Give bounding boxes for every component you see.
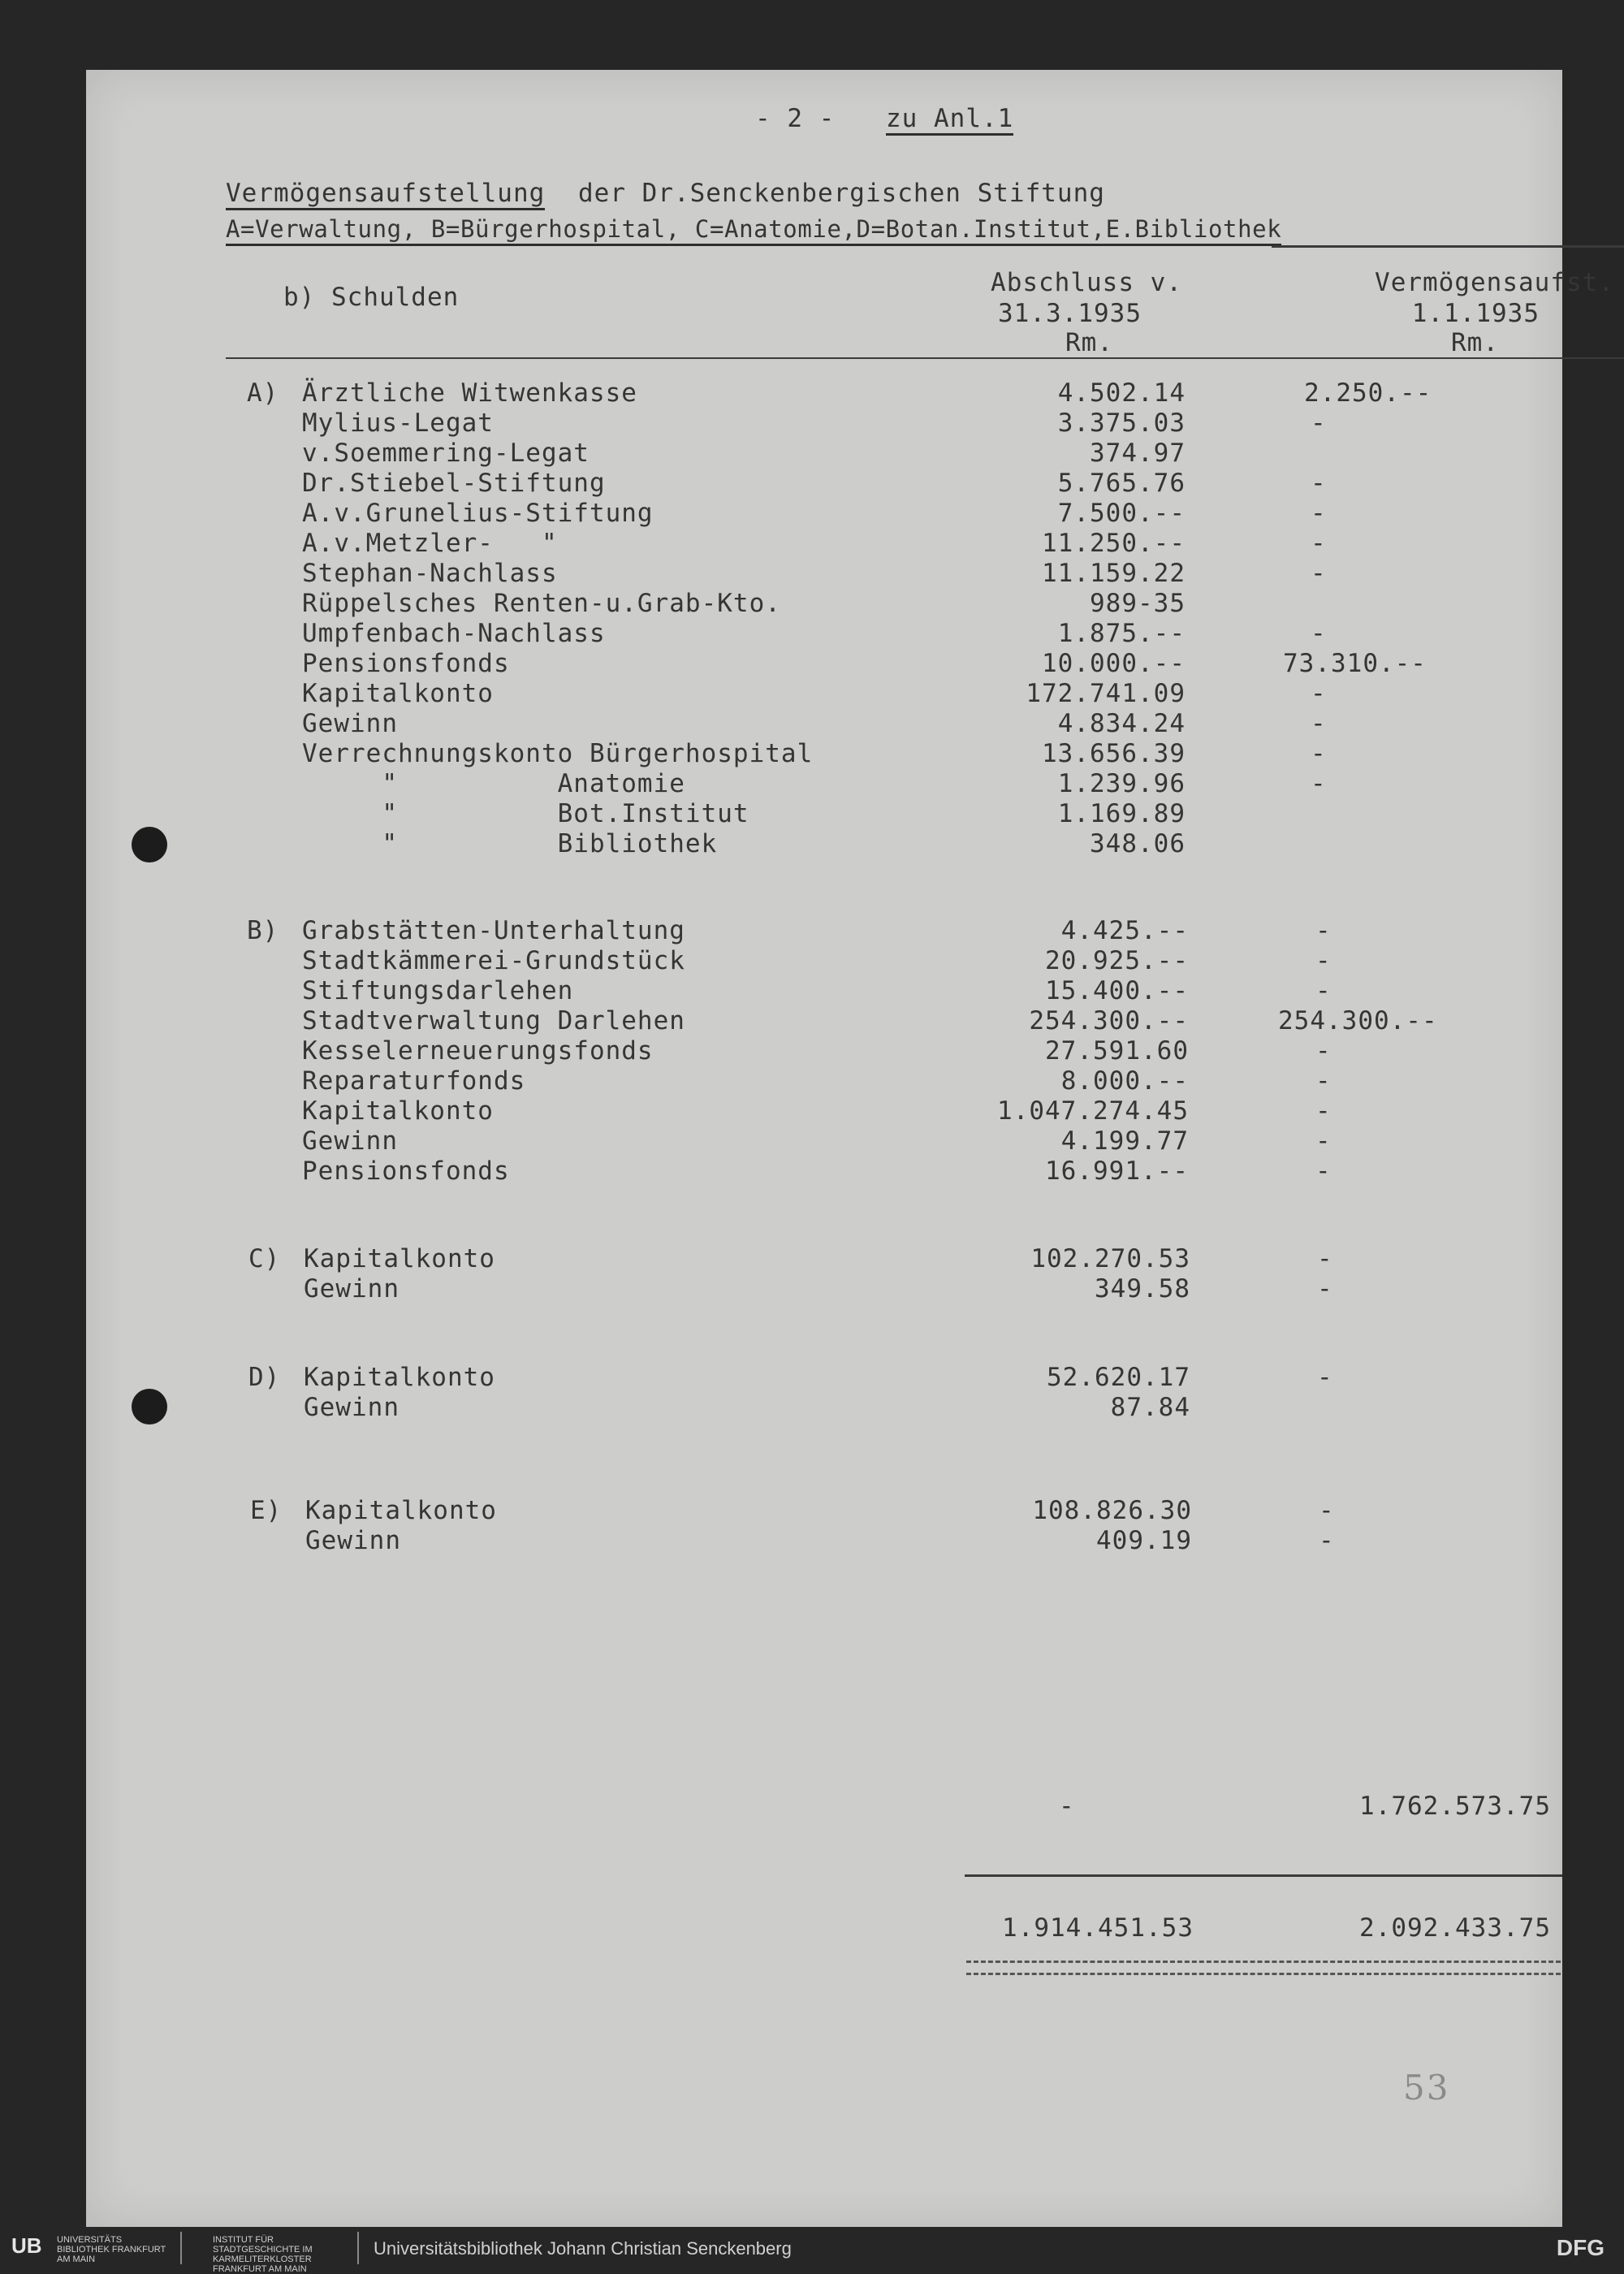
row-value-col1: 1.169.89 [1057,799,1186,828]
row-label: Pensionsfonds [302,649,510,678]
row-value-col1: 5.765.76 [1057,469,1186,498]
row-value-col2: - [1317,1244,1333,1273]
library-logo: UB [11,2233,42,2258]
row-label: v.Soemmering-Legat [302,439,590,468]
row-value-col2: - [1311,409,1327,438]
row-label: Stadtverwaltung Darlehen [302,1006,685,1035]
library-name: UNIVERSITÄTS BIBLIOTHEK FRANKFURT AM MAIN [57,2235,166,2264]
row-value-col1: 409.19 [1096,1526,1192,1555]
row-value-col1: 3.375.03 [1057,409,1186,438]
punch-hole-bottom [132,1389,167,1424]
col2-header-unit: Rm. [1451,328,1499,357]
row-label: Gewinn [304,1274,400,1303]
row-label: Rüppelsches Renten-u.Grab-Kto. [302,589,781,618]
dfg-logo: DFG [1556,2235,1605,2260]
row-value-col2: - [1311,619,1327,648]
row-value-col2: - [1311,529,1327,558]
row-value-col2: 254.300.-- [1278,1006,1438,1035]
col1-header-unit: Rm. [1065,328,1113,357]
row-value-col1: 10.000.-- [1042,649,1186,678]
attachment-reference: zu Anl.1 [886,104,1013,136]
row-value-col2: - [1315,916,1332,945]
row-value-col1: 8.000.-- [1060,1066,1189,1096]
prefix-b: B) [247,916,279,945]
row-label: Stiftungsdarlehen [302,976,574,1005]
total-rule [965,1874,1562,1877]
row-value-col1: 11.250.-- [1042,529,1186,558]
header-rule [226,357,1624,359]
row-label: Kapitalkonto [302,679,494,708]
row-value-col1: 7.500.-- [1057,499,1186,528]
row-value-col1: 1.239.96 [1057,769,1186,798]
col1-header-line1: Abschluss v. [991,268,1182,297]
row-label: " Anatomie [302,769,685,798]
row-label: Kapitalkonto [304,1244,495,1273]
row-value-col1: 348.06 [1090,829,1186,858]
row-label: Stephan-Nachlass [302,559,558,588]
row-value-col1: 16.991.-- [1045,1156,1189,1186]
row-label: Verrechnungskonto Bürgerhospital [302,739,814,768]
row-value-col1: 1.047.274.45 [997,1096,1189,1126]
row-label: Gewinn [302,1126,398,1156]
row-label: A.v.Metzler- " [302,529,558,558]
total-col1: 1.914.451.53 [1002,1913,1194,1943]
row-value-col1: 1.875.-- [1057,619,1186,648]
row-label: Grabstätten-Unterhaltung [302,916,685,945]
row-value-col1: 20.925.-- [1045,946,1189,975]
document-title-underlined: Vermögensaufstellung [226,179,545,210]
row-value-col1: 254.300.-- [1029,1006,1189,1035]
row-value-col2: - [1311,679,1327,708]
row-label: Gewinn [305,1526,401,1555]
prefix-e: E) [250,1496,283,1525]
col2-header-line1: Vermögensaufst. [1375,268,1614,297]
row-value-col1: 15.400.-- [1045,976,1189,1005]
row-value-col1: 4.502.14 [1057,378,1186,408]
row-label: Kapitalkonto [305,1496,497,1525]
summary-extra-col2: 1.762.573.75 [1359,1792,1551,1821]
row-value-col2: - [1315,1096,1332,1126]
row-label: A.v.Grunelius-Stiftung [302,499,654,528]
row-value-col2: - [1317,1363,1333,1392]
row-label: Gewinn [304,1393,400,1422]
total-col2: 2.092.433.75 [1359,1913,1551,1943]
row-value-col1: 27.591.60 [1045,1036,1189,1066]
prefix-d: D) [248,1363,281,1392]
row-label: Reparaturfonds [302,1066,526,1096]
row-value-col2: - [1315,1156,1332,1186]
institute-name: INSTITUT FÜR STADTGESCHICHTE IM KARMELITERKLOSTER FRANKFURT AM MAIN [213,2235,313,2274]
row-value-col2: - [1319,1526,1335,1555]
row-value-col2: 2.250.-- [1304,378,1432,408]
document-title: der Dr.Senckenbergischen Stiftung [578,179,1105,208]
prefix-a: A) [247,378,279,408]
row-value-col2: - [1315,946,1332,975]
footer-bar [0,2227,1624,2274]
footer-divider [357,2232,359,2264]
row-label: Dr.Stiebel-Stiftung [302,469,606,498]
punch-hole-top [132,827,167,862]
row-label: Kapitalkonto [304,1363,495,1392]
row-label: Mylius-Legat [302,409,494,438]
row-value-col1: 108.826.30 [1032,1496,1192,1525]
row-value-col2: - [1317,1274,1333,1303]
row-value-col2: - [1311,769,1327,798]
section-label: b) Schulden [283,283,460,312]
row-label: Gewinn [302,709,398,738]
row-value-col1: 4.834.24 [1057,709,1186,738]
page-marker: - 2 - [755,104,836,133]
row-value-col2: - [1311,499,1327,528]
row-value-col1: 13.656.39 [1042,739,1186,768]
row-label: Pensionsfonds [302,1156,510,1186]
prefix-c: C) [248,1244,281,1273]
credit-line: Universitätsbibliothek Johann Christian Senckenberg [374,2238,792,2259]
row-label: Kesselerneuerungsfonds [302,1036,654,1066]
row-value-col1: 989-35 [1090,589,1186,618]
row-value-col2: - [1315,976,1332,1005]
double-underline [966,1961,1561,1975]
document-page [86,70,1614,2227]
row-value-col1: 4.425.-- [1060,916,1189,945]
row-value-col2: - [1311,739,1327,768]
row-label: Umpfenbach-Nachlass [302,619,606,648]
row-label: Ärztliche Witwenkasse [302,378,637,408]
row-label: " Bot.Institut [302,799,749,828]
row-value-col1: 4.199.77 [1060,1126,1189,1156]
row-value-col2: - [1315,1126,1332,1156]
footer-divider [180,2232,182,2264]
row-value-col1: 52.620.17 [1047,1363,1190,1392]
handwritten-page-number: 53 [1403,2068,1450,2108]
row-value-col1: 172.741.09 [1026,679,1186,708]
col2-header-line2: 1.1.1935 [1411,299,1540,328]
row-label: " Bibliothek [302,829,718,858]
row-value-col2: - [1315,1066,1332,1096]
category-legend: A=Verwaltung, B=Bürgerhospital, C=Anatomie,D=Botan.Institut,E.Bibliothek [226,214,1281,246]
row-value-col1: 374.97 [1090,439,1186,468]
legend-rule [1272,245,1624,248]
row-value-col1: 349.58 [1095,1274,1190,1303]
row-label: Stadtkämmerei-Grundstück [302,946,685,975]
row-label: Kapitalkonto [302,1096,494,1126]
row-value-col2: - [1311,559,1327,588]
col1-header-line2: 31.3.1935 [998,299,1142,328]
row-value-col1: 11.159.22 [1042,559,1186,588]
row-value-col2: - [1311,469,1327,498]
row-value-col2: 73.310.-- [1283,649,1427,678]
row-value-col2: - [1311,709,1327,738]
row-value-col2: - [1315,1036,1332,1066]
row-value-col2: - [1319,1496,1335,1525]
row-value-col1: 102.270.53 [1030,1244,1190,1273]
summary-extra-col1: - [1059,1792,1075,1821]
row-value-col1: 87.84 [1110,1393,1190,1422]
